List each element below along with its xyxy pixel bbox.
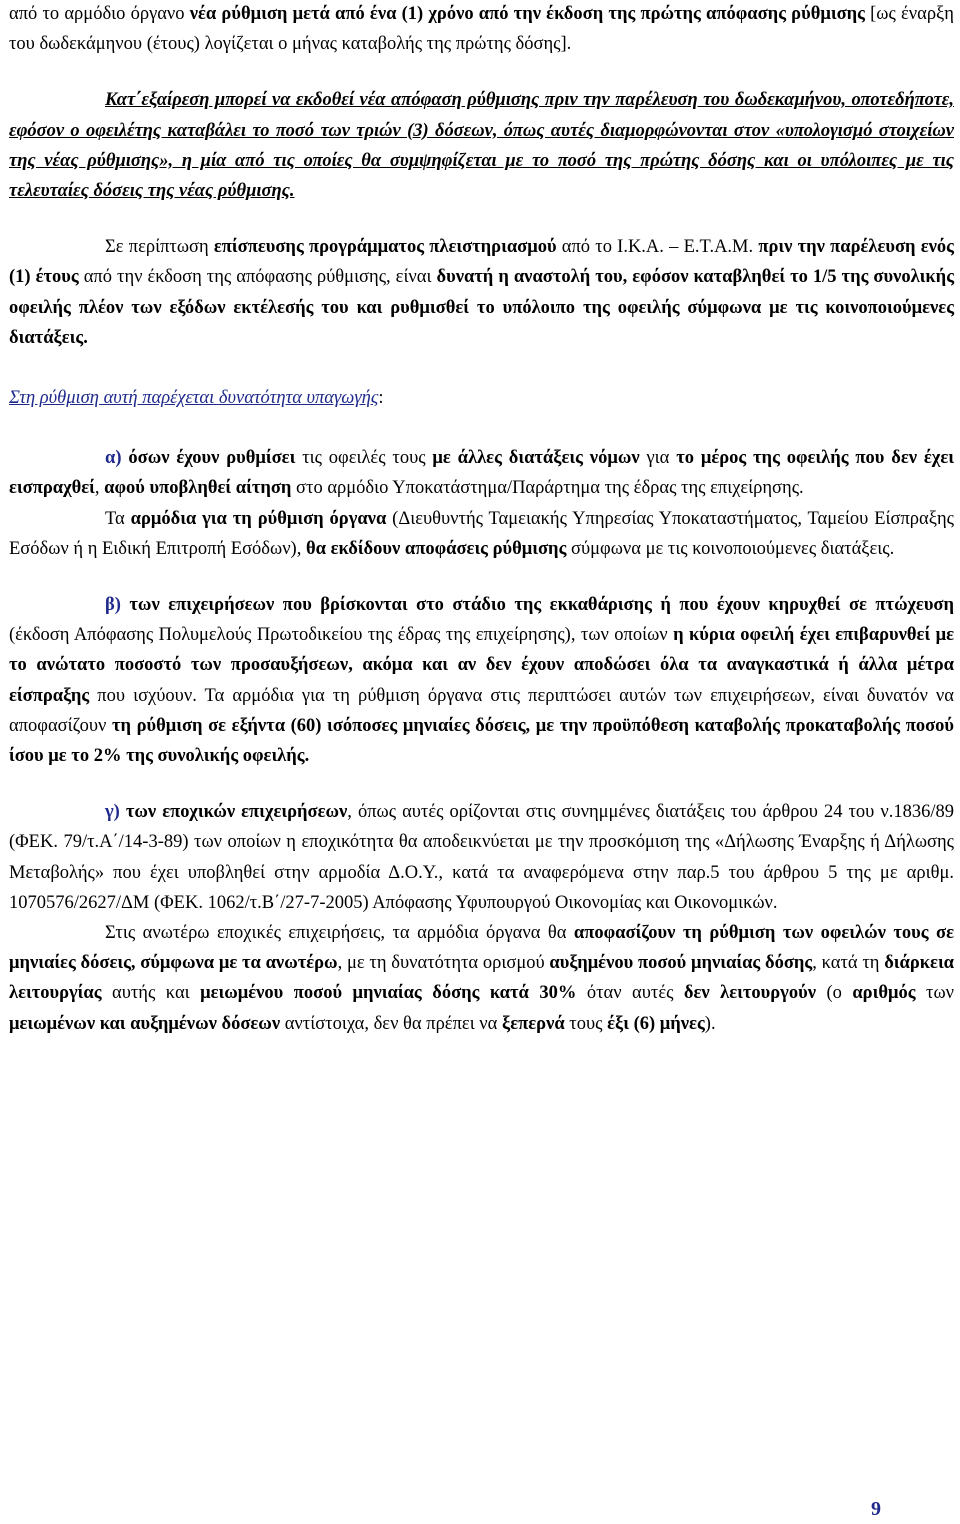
paragraph-auction bbox=[9, 232, 954, 353]
paragraph-c bbox=[9, 797, 954, 918]
bold-run: ξεπερνά bbox=[501, 1013, 565, 1034]
text-run: , κατά τη bbox=[812, 953, 885, 974]
bold-run: έξι (6) μήνες bbox=[607, 1013, 705, 1034]
text-run: , όπως αυτές ορίζονται στις συνημμένες διατάξεις του άρθρου 24 του ν.1836/89 (ΦΕΚ. 79/τ.Α΄/14-3-89) των οποίων η εποχικότητα θα αποδεικνύεται με την προσκόμιση της «Δήλωσης Έναρξης ή Δήλωσης Μεταβολής» που έχει υποβληθεί στην αρμοδία Δ.Ο.Υ., κατά τα αναφερόμενα στην παρ.5 του άρθρου 5 της με αριθμ. 1070576/2627/ΔΜ (ΦΕΚ. 1062/τ.Β΄/27-7-2005) Απόφασης Υφυπουργού Οικονομίας και Οικονομικών. bbox=[9, 802, 955, 913]
text-run: , bbox=[94, 478, 105, 499]
text-run: (έκδοση Απόφασης Πολυμελούς Πρωτοδικείου της έδρας της επιχείρησης), των οποίων bbox=[9, 625, 674, 646]
text-run: όταν αυτές bbox=[576, 983, 684, 1004]
paragraph-exception bbox=[9, 85, 954, 206]
text-run: τις οφειλές τους bbox=[295, 448, 433, 469]
text-run: αυτής και bbox=[101, 983, 201, 1004]
bold-run: η κύρια οφειλή έχει επιβαρυνθεί με το ανώτατο ποσοστό των προσαυξήσεων, ακόμα και αν δεν έχουν αποδώσει όλα τα αναγκαστικά ή άλλα μέτρα είσπραξης bbox=[9, 625, 954, 706]
text-run: που ισχύουν. Τα αρμόδια για τη ρύθμιση όργανα στις περιπτώσει αυτών των επιχειρήσεων, είναι δυνατόν να αποφασίζουν bbox=[9, 685, 954, 736]
bold-run: νέα ρύθμιση μετά από ένα (1) χρόνο από την έκδοση της πρώτης απόφασης ρύθμισης bbox=[189, 4, 865, 24]
text-run: από την έκδοση της απόφασης ρύθμισης, είναι bbox=[78, 267, 437, 288]
text-run: για bbox=[639, 448, 677, 469]
bold-run: δυνατή η αναστολή του, εφόσον καταβληθεί το 1/5 της συνολικής οφειλής πλέον των εξόδων εκτέλεσής του και ρυθμισθεί το υπόλοιπο της οφειλής σύμφωνα με τις κοινοποιούμενες διατάξεις. bbox=[9, 267, 954, 348]
text-run: αντίστοιχα, δεν θα πρέπει να bbox=[280, 1013, 502, 1034]
exception-text: Κατ΄εξαίρεση μπορεί να εκδοθεί νέα απόφαση ρύθμισης πριν την παρέλευση του δωδεκαμήνου, οποτεδήποτε, εφόσον ο οφειλέτης καταβάλει το ποσό των τριών (3) δόσεων, όπως αυτές διαμορφώνονται στον «υπολογισμό στοιχείων της νέας ρύθμισης», η μία από τις οποίες θα συμψηφίζεται με το ποσό της πρώτης δόσης και οι υπόλοιπες με τις τελευταίες δόσεις της νέας ρύθμισης. bbox=[9, 90, 954, 202]
text-run: , με τη δυνατότητα ορισμού bbox=[337, 953, 550, 974]
text-run: ). bbox=[704, 1013, 716, 1034]
text-run: (Διευθυντής Ταμειακής Υπηρεσίας Υποκαταστήματος, Ταμείου Είσπραξης Εσόδων ή η Ειδική Επιτροπή Εσόδων), bbox=[9, 508, 954, 559]
text-run: (ο bbox=[815, 983, 853, 1004]
bold-run: αρμόδια για τη ρύθμιση όργανα bbox=[130, 508, 387, 529]
heading-colon: : bbox=[378, 388, 384, 409]
item-marker-a: α) bbox=[105, 448, 122, 469]
text-run: [ως έναρξη του δωδεκάμηνου (έτους) λογίζεται ο μήνας καταβολής της πρώτης δόσης]. bbox=[9, 4, 954, 55]
bold-run: αφού υποβληθεί αίτηση bbox=[104, 478, 292, 499]
bold-run: αποφασίζουν τη ρύθμιση των οφειλών τους σε μηνιαίες δόσεις, σύμφωνα με τα ανωτέρω bbox=[9, 923, 954, 974]
item-marker-b: β) bbox=[105, 595, 121, 616]
page-number: 9 bbox=[871, 1498, 881, 1520]
text-run: από το αρμόδιο όργανο bbox=[9, 4, 190, 24]
bold-run: των εποχικών επιχειρήσεων bbox=[125, 802, 348, 823]
bold-run: διάρκεια λειτουργίας bbox=[9, 953, 955, 1004]
heading-text: Στη ρύθμιση αυτή παρέχεται δυνατότητα υπαγωγής bbox=[9, 388, 379, 409]
paragraph-b bbox=[9, 590, 954, 771]
text-run: των bbox=[915, 983, 954, 1004]
text-run: Τα bbox=[105, 508, 131, 529]
bold-run: μειωμένων και αυξημένων δόσεων bbox=[9, 1013, 281, 1034]
bold-run: μειωμένου ποσού μηνιαίας δόσης κατά 30% bbox=[200, 983, 577, 1004]
bold-run: αριθμός bbox=[852, 983, 916, 1004]
bold-run: τη ρύθμιση σε εξήντα (60) ισόποσες μηνιαίες δόσεις, με την προϋπόθεση καταβολής προκαταβολής ποσού ίσου με το 2% της συνολικής οφειλής. bbox=[9, 715, 954, 767]
bold-run: θα εκδίδουν αποφάσεις ρύθμισης bbox=[305, 538, 567, 559]
bold-run: με άλλες διατάξεις νόμων bbox=[432, 448, 640, 469]
text-run: στο αρμόδιο Υποκατάστημα/Παράρτημα της έδρας της επιχείρησης. bbox=[291, 478, 804, 499]
bold-run: επίσπευσης προγράμματος πλειστηριασμού bbox=[213, 237, 557, 258]
text-run: Στις ανωτέρω εποχικές επιχειρήσεις, τα αρμόδια όργανα θα bbox=[105, 923, 574, 944]
section-heading bbox=[9, 383, 954, 413]
text-run: από το Ι.Κ.Α. – Ε.Τ.Α.Μ. bbox=[556, 237, 759, 258]
bold-run: αυξημένου ποσού μηνιαίας δόσης bbox=[549, 953, 813, 974]
text-run: τους bbox=[564, 1013, 608, 1034]
bold-run: δεν λειτουργούν bbox=[683, 983, 816, 1004]
text-run: σύμφωνα με τις κοινοποιούμενες διατάξεις. bbox=[566, 538, 895, 559]
paragraph-a-organs bbox=[9, 504, 954, 564]
bold-run: των επιχειρήσεων που βρίσκονται στο στάδιο της εκκαθάρισης ή που έχουν κηρυχθεί σε πτώχευση bbox=[129, 595, 954, 616]
paragraph-c-seasonal bbox=[9, 918, 954, 1039]
paragraph-a bbox=[9, 443, 954, 503]
bold-run: όσων έχουν ρυθμίσει bbox=[128, 448, 296, 469]
paragraph-renewal bbox=[9, 0, 954, 59]
bold-run: το μέρος της οφειλής που δεν έχει εισπραχθεί bbox=[9, 448, 954, 499]
bold-run: πριν την παρέλευση ενός (1) έτους bbox=[9, 237, 954, 288]
text-run: Σε περίπτωση bbox=[105, 237, 214, 258]
item-marker-c: γ) bbox=[105, 802, 120, 823]
